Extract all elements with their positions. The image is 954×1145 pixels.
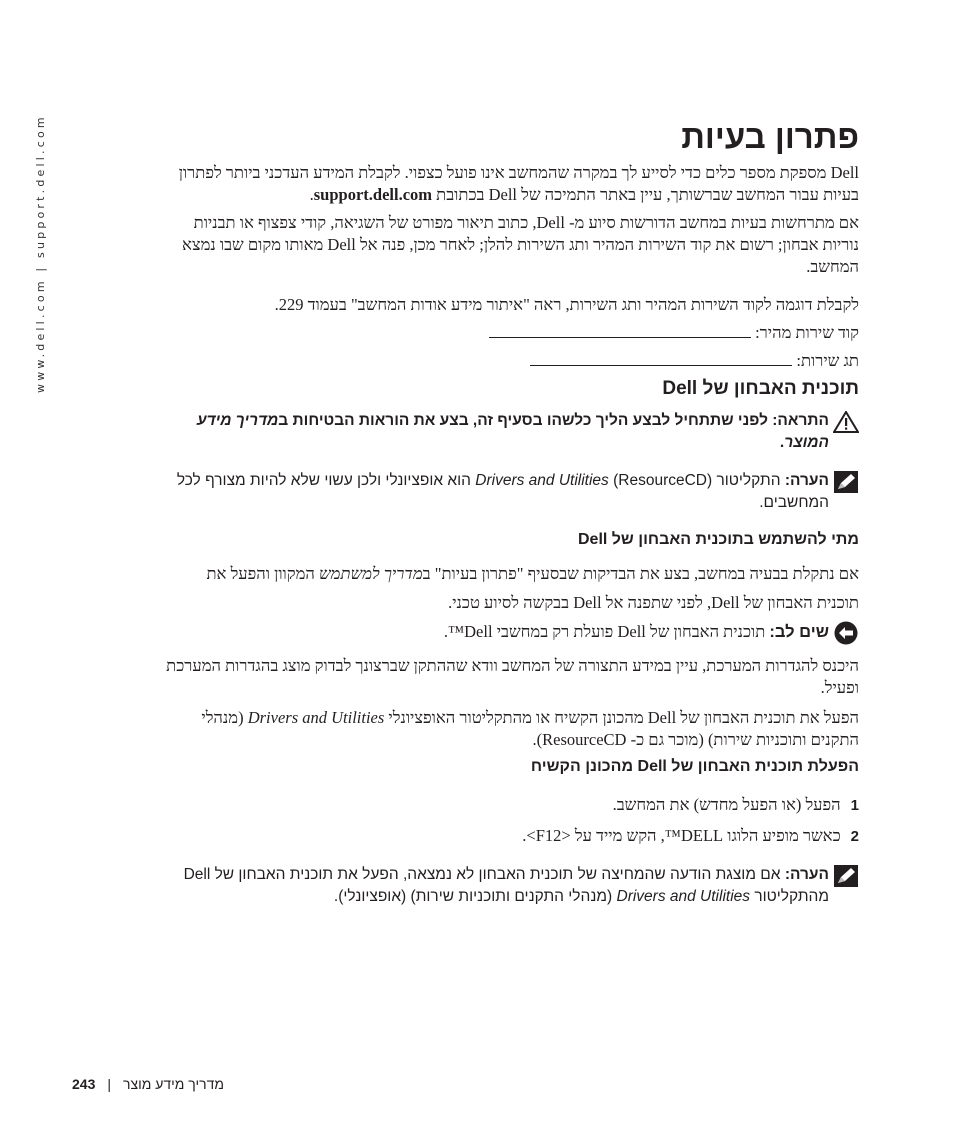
note-box-1 (165, 470, 859, 514)
notice-arrow-icon (833, 621, 859, 645)
footer-separator: | (107, 1076, 111, 1092)
caution-text: התראה: לפני שתתחיל לבצע הליך כלשהו בסעיף זה, בצע את הוראות הבטיחות במדריך מידע המוצר. (196, 412, 829, 451)
caution-box (165, 410, 859, 454)
note-box-2 (165, 864, 859, 908)
express-service-code-line: קוד שירות מהיר: (165, 322, 859, 344)
note-1-text: הערה: התקליטור (ResourceCD) Drivers and Utilities הוא אופציונלי ולכן עשוי שלא להיות מצורף לכל המחשבים. (176, 472, 829, 511)
notice-box (165, 621, 859, 645)
page-title: פתרון בעיות (681, 118, 859, 155)
service-tag-blank (530, 351, 792, 366)
intro-section (165, 162, 859, 372)
note-pencil-icon (833, 470, 859, 494)
note-2-text: הערה: אם מוצגת הודעה שהמחיצה של תוכנית האבחון לא נמצאה, הפעל את תוכנית האבחון של Dell מהתקליטור Drivers and Utilities (מנהלי התקנים ותוכניות שירות) (אופציונלי). (183, 866, 829, 905)
run-diagnostics-section (165, 758, 859, 908)
diagnostics-heading: תוכנית האבחון של Dell (662, 378, 859, 399)
when-paragraph-3: הפעל את תוכנית האבחון של Dell מהכונן הקשיח או מהתקליטור האופציונלי Drivers and Utilities (מנהלי התקנים ותוכניות שירות) (מוכר גם כ- ResourceCD). (201, 708, 859, 749)
express-service-code-blank (489, 323, 751, 338)
support-url: support.dell.com (313, 185, 433, 204)
intro-paragraph-3: לקבלת דוגמה לקוד השירות המהיר ותג השירות, ראה "איתור מידע אודות המחשב" בעמוד 229. (274, 295, 859, 314)
intro-paragraph-2: אם מתרחשות בעיות במחשב הדורשות סיוע מ- Dell, כתוב תיאור מפורט של השגיאה, קודי צפצוף או תבניות נוריות אבחון; רשום את קוד השירות המהיר ותג השירות להלן; לאחר מכן, פנה אל Dell מאותו מקום שבו נמצא המחשב. (182, 213, 859, 276)
service-tag-line: תג שירות: (165, 350, 859, 372)
run-diagnostics-heading: הפעלת תוכנית האבחון של Dell מהכונן הקשיח (530, 758, 859, 775)
note-pencil-icon (833, 864, 859, 888)
when-paragraph-2: היכנס להגדרות המערכת, עיין במידע התצורה של המחשב וודא שההתקן שברצונך לבדוק מוצג בהגדרות המערכת ופעיל. (166, 656, 859, 697)
page-footer (72, 1076, 224, 1092)
caution-triangle-icon (833, 410, 859, 434)
footer-guide-title: מדריך מידע מוצר (123, 1076, 224, 1092)
step-1: 1הפעל (או הפעל מחדש) את המחשב. (612, 795, 859, 814)
intro-paragraph-1: Dell מספקת מספר כלים כדי לסייע לך במקרה שהמחשב אינו פועל כצפוי. לקבלת המידע העדכני ביותר לפתרון בעיות עבור המחשב שברשותך, עיין באתר התמיכה של Dell בכתובת support.dell.com. (178, 163, 859, 204)
step-2: 2כאשר מופיע הלוגו DELL™, הקש מייד על <F12>. (522, 826, 859, 845)
when-to-use-section (165, 531, 859, 751)
page-number: 243 (72, 1076, 96, 1092)
when-to-use-heading: מתי להשתמש בתוכנית האבחון של Dell (577, 531, 859, 548)
diagnostics-section (165, 378, 859, 514)
sidebar-url: www.dell.com | support.dell.com (34, 114, 47, 393)
notice-text: שים לב: תוכנית האבחון של Dell פועלת רק במחשבי Dell™. (443, 622, 829, 641)
when-paragraph-1: אם נתקלת בבעיה במחשב, בצע את הבדיקות שבסעיף "פתרון בעיות" במדריך למשתמש המקוון והפעל את תוכנית האבחון של Dell, לפני שתפנה אל Dell בבקשה לסיוע טכני. (206, 564, 859, 612)
